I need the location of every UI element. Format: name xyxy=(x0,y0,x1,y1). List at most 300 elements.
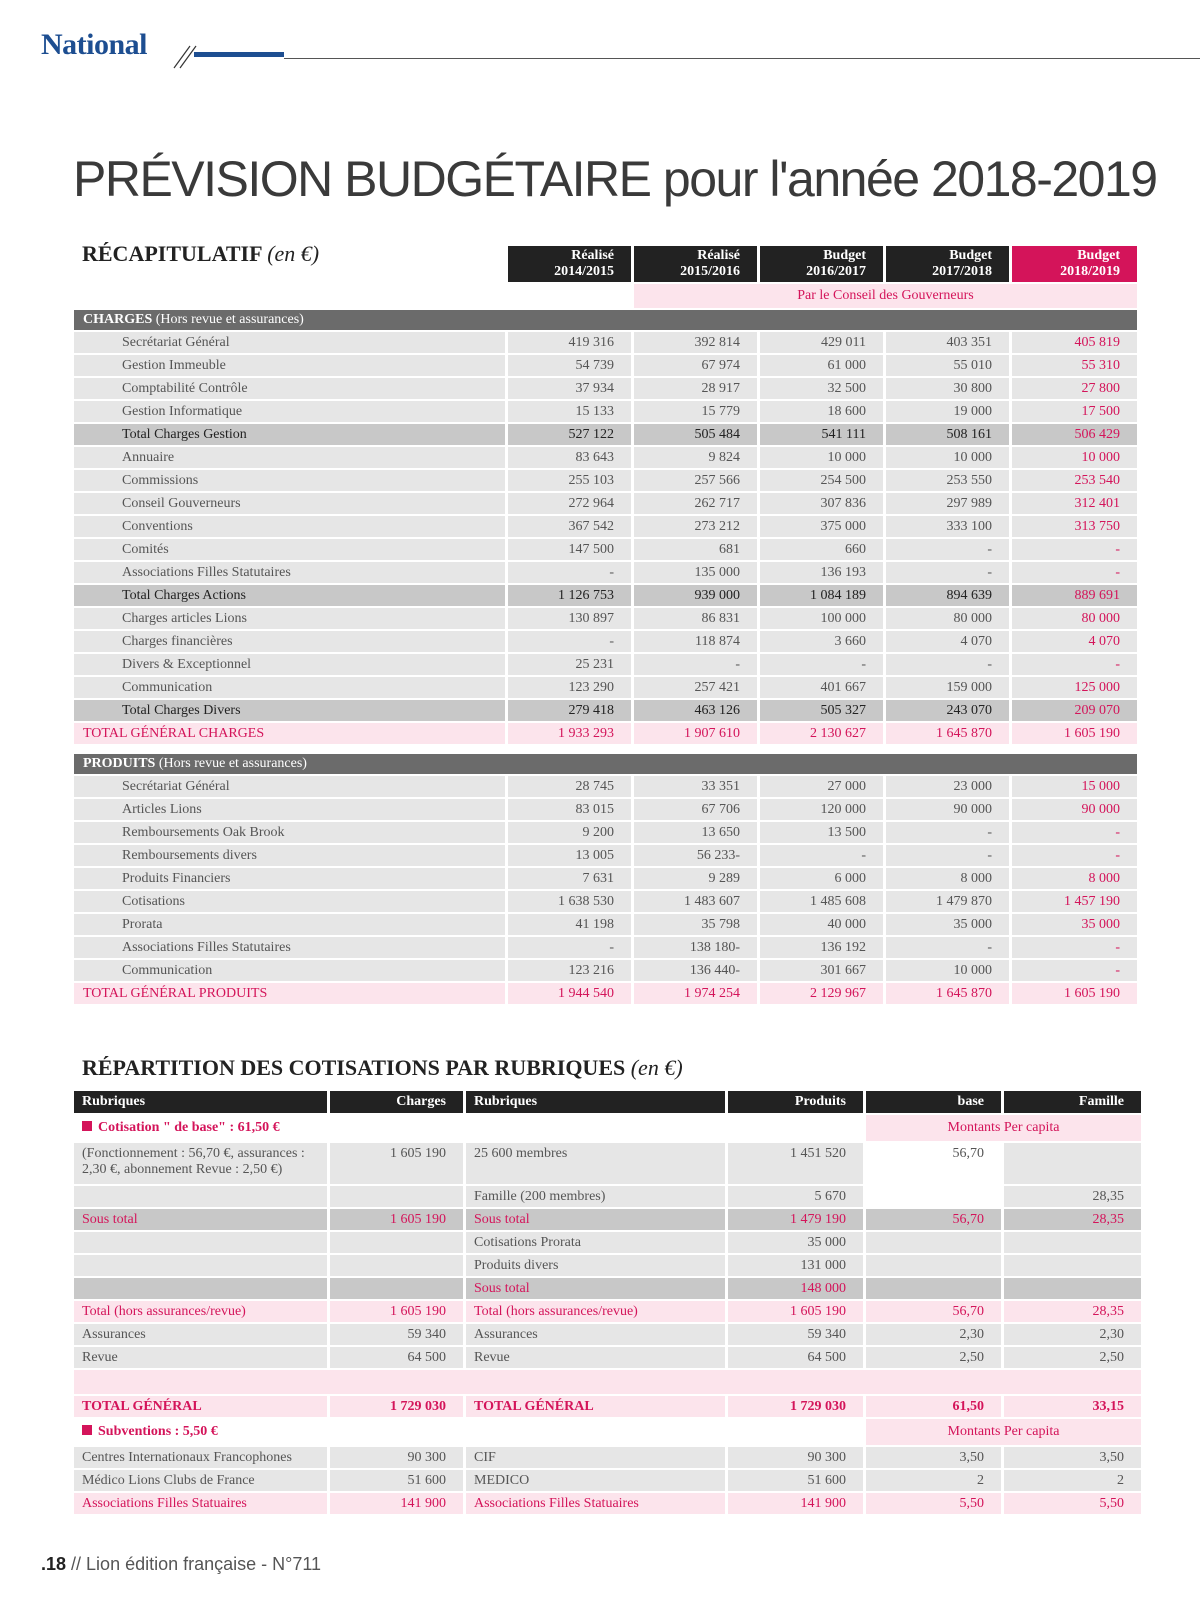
produits-row-value: 1 944 540 xyxy=(508,983,634,1006)
produits-row-value: - xyxy=(508,937,634,960)
charges-row-value: 61 000 xyxy=(760,355,886,378)
charges-row-value: 392 814 xyxy=(634,332,760,355)
medico-base: 2 xyxy=(866,1470,1004,1493)
charges-row-value: 10 000 xyxy=(1012,447,1140,470)
medico-row xyxy=(74,1470,1144,1493)
charges-row-value: 307 836 xyxy=(760,493,886,516)
charges-row-value: 67 974 xyxy=(634,355,760,378)
sous-total-2-label: Sous total xyxy=(466,1278,728,1301)
charges-row xyxy=(74,654,1140,677)
charges-row-value: 939 000 xyxy=(634,585,760,608)
recap-title-text: RÉCAPITULATIF xyxy=(82,241,262,266)
total-hors-label: Total (hors assurances/revue) xyxy=(74,1301,330,1324)
charges-row-value: 1 605 190 xyxy=(1012,723,1140,746)
charges-row-value: - xyxy=(886,562,1012,585)
recap-unit: (en €) xyxy=(267,241,320,266)
charges-row xyxy=(74,424,1140,447)
charges-row-value: 312 401 xyxy=(1012,493,1140,516)
charges-row xyxy=(74,631,1140,654)
produits-row-value: 120 000 xyxy=(760,799,886,822)
sous-total-2-value: 148 000 xyxy=(728,1278,866,1301)
charges-row xyxy=(74,516,1140,539)
produits-row-value: - xyxy=(886,845,1012,868)
charges-row-value: 18 600 xyxy=(760,401,886,424)
produits-row-value: 1 479 870 xyxy=(886,891,1012,914)
charges-row-value: 80 000 xyxy=(886,608,1012,631)
charges-row-value: 1 126 753 xyxy=(508,585,634,608)
produits-row-value: 138 180- xyxy=(634,937,760,960)
total-hors-row xyxy=(74,1301,1144,1324)
total-general-produits: 1 729 030 xyxy=(728,1396,866,1419)
produits-row-value: 1 605 190 xyxy=(1012,983,1140,1006)
charges-row xyxy=(74,355,1140,378)
total-general-row xyxy=(74,1396,1144,1419)
produits-row-value: - xyxy=(1012,960,1140,983)
charges-row-value: 130 897 xyxy=(508,608,634,631)
revue-label-2: Revue xyxy=(466,1347,728,1370)
assurances-row xyxy=(74,1324,1144,1347)
charges-row-value: 2 130 627 xyxy=(760,723,886,746)
charges-row-value: 10 000 xyxy=(886,447,1012,470)
produits-row-label: Prorata xyxy=(74,914,508,937)
prorata-label: Cotisations Prorata xyxy=(466,1232,728,1255)
charges-row-value: 681 xyxy=(634,539,760,562)
produits-row-value: 35 000 xyxy=(1012,914,1140,937)
fonctionnement-value: 1 605 190 xyxy=(330,1143,466,1186)
total-general-famille: 33,15 xyxy=(1004,1396,1144,1419)
produits-section-title-bold: PRODUITS xyxy=(83,756,156,771)
page-title: PRÉVISION BUDGÉTAIRE pour l'année 2018-2019 xyxy=(73,151,1157,207)
membres-label: 25 600 membres xyxy=(466,1143,728,1186)
produits-row-label: Remboursements Oak Brook xyxy=(74,822,508,845)
charges-row-value: 1 907 610 xyxy=(634,723,760,746)
recap-column-header-row xyxy=(74,246,1140,284)
total-hors-produits: 1 605 190 xyxy=(728,1301,866,1324)
total-general-charges: 1 729 030 xyxy=(330,1396,466,1419)
charges-row-value: 55 010 xyxy=(886,355,1012,378)
charges-row-value: 135 000 xyxy=(634,562,760,585)
charges-section-title-rest: (Hors revue et assurances) xyxy=(152,312,304,327)
cif-famille: 3,50 xyxy=(1004,1447,1144,1470)
charges-row-value: 257 566 xyxy=(634,470,760,493)
charges-row-label: TOTAL GÉNÉRAL CHARGES xyxy=(74,723,508,746)
charges-row-label: Gestion Informatique xyxy=(74,401,508,424)
subventions-row xyxy=(74,1419,1144,1447)
charges-row-value: 405 819 xyxy=(1012,332,1140,355)
produits-row xyxy=(74,983,1140,1006)
repartition-unit: (en €) xyxy=(630,1055,683,1080)
fonctionnement-text: (Fonctionnement : 56,70 €, assurances : 2,30 €, abonnement Revue : 2,50 €) xyxy=(74,1143,330,1186)
per-capita-label-2: Montants Per capita xyxy=(866,1419,1144,1447)
produits-row-value: 35 798 xyxy=(634,914,760,937)
membres-value: 1 451 520 xyxy=(728,1143,866,1186)
produits-row-value: 8 000 xyxy=(886,868,1012,891)
charges-row-value: 297 989 xyxy=(886,493,1012,516)
produits-row xyxy=(74,845,1140,868)
divers-label: Produits divers xyxy=(466,1255,728,1278)
asso-produits: 141 900 xyxy=(728,1493,866,1516)
produits-row xyxy=(74,914,1140,937)
header-accent-bar xyxy=(194,52,284,57)
charges-row xyxy=(74,447,1140,470)
charges-row-value: 313 750 xyxy=(1012,516,1140,539)
col-header-line2: 2015/2016 xyxy=(680,264,740,279)
charges-row-value: 262 717 xyxy=(634,493,760,516)
col-famille: Famille xyxy=(1004,1091,1144,1115)
charges-row-value: 100 000 xyxy=(760,608,886,631)
charges-row-value: 419 316 xyxy=(508,332,634,355)
col-header-line2: 2016/2017 xyxy=(806,264,866,279)
charges-row-value: 1 645 870 xyxy=(886,723,1012,746)
assurances-famille: 2,30 xyxy=(1004,1324,1144,1347)
produits-row-label: Articles Lions xyxy=(74,799,508,822)
prorata-row xyxy=(74,1232,1144,1255)
charges-row-value: 3 660 xyxy=(760,631,886,654)
charges-row-value: - xyxy=(1012,654,1140,677)
council-note-row xyxy=(74,284,1140,310)
charges-row-value: 272 964 xyxy=(508,493,634,516)
produits-row-label: Remboursements divers xyxy=(74,845,508,868)
charges-row-value: 83 643 xyxy=(508,447,634,470)
revue-charges: 64 500 xyxy=(330,1347,466,1370)
per-capita-label: Montants Per capita xyxy=(866,1115,1144,1143)
produits-row-value: 9 200 xyxy=(508,822,634,845)
charges-row-label: Divers & Exceptionnel xyxy=(74,654,508,677)
charges-row-value: 136 193 xyxy=(760,562,886,585)
produits-row-value: 1 974 254 xyxy=(634,983,760,1006)
revue-row xyxy=(74,1347,1144,1370)
produits-row-value: - xyxy=(886,822,1012,845)
charges-row-value: 463 126 xyxy=(634,700,760,723)
asso-label: Associations Filles Statuaires xyxy=(74,1493,330,1516)
publication-name: Lion édition française - N°711 xyxy=(86,1554,322,1574)
charges-row xyxy=(74,723,1140,746)
sous-total-label-2: Sous total xyxy=(466,1209,728,1232)
charges-row-value: 19 000 xyxy=(886,401,1012,424)
asso-charges: 141 900 xyxy=(330,1493,466,1516)
charges-section-title-bold: CHARGES xyxy=(83,312,153,327)
col-header-line2: 2017/2018 xyxy=(932,264,992,279)
produits-row-label: Associations Filles Statutaires xyxy=(74,937,508,960)
charges-row-value: 4 070 xyxy=(1012,631,1140,654)
medico-famille: 2 xyxy=(1004,1470,1144,1493)
produits-row-value: 13 650 xyxy=(634,822,760,845)
col-header-line2: 2018/2019 xyxy=(1060,264,1120,279)
col-rubriques-2: Rubriques xyxy=(466,1091,728,1115)
subventions-title: Subventions : 5,50 € xyxy=(98,1424,218,1439)
charges-row-value: - xyxy=(508,562,634,585)
total-hors-famille: 28,35 xyxy=(1004,1301,1144,1324)
charges-row-value: - xyxy=(1012,539,1140,562)
charges-row-value: 32 500 xyxy=(760,378,886,401)
produits-row-value: 1 483 607 xyxy=(634,891,760,914)
col-base: base xyxy=(866,1091,1004,1115)
charges-row-value: 660 xyxy=(760,539,886,562)
produits-row-label: Cotisations xyxy=(74,891,508,914)
charges-row-value: 506 429 xyxy=(1012,424,1140,447)
charges-row xyxy=(74,677,1140,700)
produits-row-value: 1 485 608 xyxy=(760,891,886,914)
footer-separator: // xyxy=(66,1554,87,1574)
produits-row-value: 41 198 xyxy=(508,914,634,937)
charges-row-value: - xyxy=(634,654,760,677)
double-slash-icon xyxy=(172,42,202,72)
produits-row-value: 13 005 xyxy=(508,845,634,868)
council-note: Par le Conseil des Gouverneurs xyxy=(634,284,1140,310)
col-header-2017-2018 xyxy=(886,246,1012,284)
assurances-charges: 59 340 xyxy=(330,1324,466,1347)
charges-row-value: 273 212 xyxy=(634,516,760,539)
charges-row-value: - xyxy=(760,654,886,677)
charges-row-label: Annuaire xyxy=(74,447,508,470)
charges-row-value: 30 800 xyxy=(886,378,1012,401)
produits-section-title xyxy=(74,754,1140,776)
produits-row-value: 33 351 xyxy=(634,776,760,799)
charges-row xyxy=(74,470,1140,493)
sous-total-famille: 28,35 xyxy=(1004,1209,1144,1232)
charges-row-value: 375 000 xyxy=(760,516,886,539)
col-header-line1: Budget xyxy=(949,248,992,263)
charges-row-label: Gestion Immeuble xyxy=(74,355,508,378)
assurances-produits: 59 340 xyxy=(728,1324,866,1347)
famille-row xyxy=(74,1186,1144,1209)
total-hors-charges: 1 605 190 xyxy=(330,1301,466,1324)
repartition-title xyxy=(82,1055,683,1081)
produits-row-value: 123 216 xyxy=(508,960,634,983)
asso-row xyxy=(74,1493,1144,1516)
produits-section-title-rest: (Hors revue et assurances) xyxy=(155,756,307,771)
charges-row xyxy=(74,401,1140,424)
charges-row-value: 401 667 xyxy=(760,677,886,700)
produits-row-value: - xyxy=(1012,845,1140,868)
charges-row-label: Comités xyxy=(74,539,508,562)
produits-row-value: - xyxy=(886,937,1012,960)
charges-row-value: 243 070 xyxy=(886,700,1012,723)
produits-row xyxy=(74,960,1140,983)
medico-charges: 51 600 xyxy=(330,1470,466,1493)
charges-row-value: 9 824 xyxy=(634,447,760,470)
produits-row-value: 56 233- xyxy=(634,845,760,868)
charges-row-label: Associations Filles Statutaires xyxy=(74,562,508,585)
col-rubriques: Rubriques xyxy=(74,1091,330,1115)
col-header-line1: Réalisé xyxy=(571,248,614,263)
spacer-row xyxy=(74,1370,1144,1396)
charges-row xyxy=(74,539,1140,562)
charges-row-label: Charges articles Lions xyxy=(74,608,508,631)
produits-row-label: Secrétariat Général xyxy=(74,776,508,799)
famille-value: 5 670 xyxy=(728,1186,866,1209)
charges-row-value: 55 310 xyxy=(1012,355,1140,378)
col-header-line2: 2014/2015 xyxy=(554,264,614,279)
revue-famille: 2,50 xyxy=(1004,1347,1144,1370)
charges-row xyxy=(74,378,1140,401)
produits-row-value: 90 000 xyxy=(886,799,1012,822)
produits-row-value: 15 000 xyxy=(1012,776,1140,799)
col-header-line1: Budget xyxy=(1077,248,1120,263)
produits-row-value: 7 631 xyxy=(508,868,634,891)
charges-row-label: Comptabilité Contrôle xyxy=(74,378,508,401)
charges-row-value: 541 111 xyxy=(760,424,886,447)
charges-row-value: 889 691 xyxy=(1012,585,1140,608)
repartition-table xyxy=(74,1091,1144,1516)
revue-produits: 64 500 xyxy=(728,1347,866,1370)
charges-row-value: 159 000 xyxy=(886,677,1012,700)
famille-famille: 28,35 xyxy=(1004,1186,1144,1209)
repartition-header-row xyxy=(74,1091,1144,1115)
produits-row-value: 136 192 xyxy=(760,937,886,960)
charges-row-value: 17 500 xyxy=(1012,401,1140,424)
charges-section-header xyxy=(74,310,1140,332)
charges-row-value: 429 011 xyxy=(760,332,886,355)
revue-base: 2,50 xyxy=(866,1347,1004,1370)
charges-row-value: - xyxy=(886,654,1012,677)
page-number: .18 xyxy=(41,1554,67,1574)
section-label: National xyxy=(41,28,148,61)
produits-row-label: TOTAL GÉNÉRAL PRODUITS xyxy=(74,983,508,1006)
asso-famille: 5,50 xyxy=(1004,1493,1144,1516)
produits-row-value: 1 457 190 xyxy=(1012,891,1140,914)
charges-section-title xyxy=(74,310,1140,332)
produits-row-value: 83 015 xyxy=(508,799,634,822)
repartition-title-text: RÉPARTITION DES COTISATIONS PAR RUBRIQUES xyxy=(82,1055,626,1080)
assurances-label-2: Assurances xyxy=(466,1324,728,1347)
charges-row-value: 253 550 xyxy=(886,470,1012,493)
square-bullet-icon xyxy=(82,1121,92,1131)
charges-row xyxy=(74,608,1140,631)
produits-row-value: 1 638 530 xyxy=(508,891,634,914)
membres-base: 56,70 xyxy=(866,1143,1004,1186)
charges-row-label: Charges financières xyxy=(74,631,508,654)
charges-row-value: 15 779 xyxy=(634,401,760,424)
asso-base: 5,50 xyxy=(866,1493,1004,1516)
charges-row-value: 333 100 xyxy=(886,516,1012,539)
produits-row-value: 67 706 xyxy=(634,799,760,822)
charges-row-label: Conventions xyxy=(74,516,508,539)
charges-row xyxy=(74,493,1140,516)
charges-row-value: - xyxy=(886,539,1012,562)
produits-row xyxy=(74,937,1140,960)
page-footer xyxy=(41,1554,321,1575)
cif-label: Centres Internationaux Francophones xyxy=(74,1447,330,1470)
sous-total-charges: 1 605 190 xyxy=(330,1209,466,1232)
charges-row-label: Conseil Gouverneurs xyxy=(74,493,508,516)
sous-total-base: 56,70 xyxy=(866,1209,1004,1232)
sous-total-label: Sous total xyxy=(74,1209,330,1232)
charges-row-label: Total Charges Gestion xyxy=(74,424,508,447)
charges-row-value: 86 831 xyxy=(634,608,760,631)
produits-row-value: 1 645 870 xyxy=(886,983,1012,1006)
charges-row-value: 118 874 xyxy=(634,631,760,654)
medico-label-2: MEDICO xyxy=(466,1470,728,1493)
recap-header-blank xyxy=(74,246,508,284)
charges-row-value: 54 739 xyxy=(508,355,634,378)
produits-row xyxy=(74,776,1140,799)
charges-row-value: 10 000 xyxy=(760,447,886,470)
produits-row-value: 9 289 xyxy=(634,868,760,891)
produits-row-value: 13 500 xyxy=(760,822,886,845)
charges-row-value: 1 933 293 xyxy=(508,723,634,746)
produits-row-value: 40 000 xyxy=(760,914,886,937)
col-header-2014-2015 xyxy=(508,246,634,284)
revue-label: Revue xyxy=(74,1347,330,1370)
charges-row xyxy=(74,332,1140,355)
sous-total-produits: 1 479 190 xyxy=(728,1209,866,1232)
charges-row-value: 125 000 xyxy=(1012,677,1140,700)
sous-total-2-row xyxy=(74,1278,1144,1301)
total-hors-label-2: Total (hors assurances/revue) xyxy=(466,1301,728,1324)
produits-row-value: 28 745 xyxy=(508,776,634,799)
cif-base: 3,50 xyxy=(866,1447,1004,1470)
charges-row-value: 257 421 xyxy=(634,677,760,700)
charges-row-value: 123 290 xyxy=(508,677,634,700)
charges-row xyxy=(74,585,1140,608)
produits-row-value: 27 000 xyxy=(760,776,886,799)
charges-row-value: 508 161 xyxy=(886,424,1012,447)
charges-row xyxy=(74,562,1140,585)
charges-row-value: - xyxy=(508,631,634,654)
medico-produits: 51 600 xyxy=(728,1470,866,1493)
cif-charges: 90 300 xyxy=(330,1447,466,1470)
cotisation-title: Cotisation " de base" : 61,50 € xyxy=(98,1120,280,1135)
charges-row-value: 505 484 xyxy=(634,424,760,447)
produits-row-value: 2 129 967 xyxy=(760,983,886,1006)
produits-section-header xyxy=(74,754,1140,776)
charges-row-value: 4 070 xyxy=(886,631,1012,654)
produits-row xyxy=(74,799,1140,822)
col-produits: Produits xyxy=(728,1091,866,1115)
charges-row-value: 28 917 xyxy=(634,378,760,401)
produits-row-value: 301 667 xyxy=(760,960,886,983)
asso-label-2: Associations Filles Statuaires xyxy=(466,1493,728,1516)
charges-row-value: 894 639 xyxy=(886,585,1012,608)
produits-row xyxy=(74,891,1140,914)
total-general-label: TOTAL GÉNÉRAL xyxy=(74,1396,330,1419)
header-rule xyxy=(284,58,1200,59)
produits-row-value: - xyxy=(1012,822,1140,845)
charges-row-value: 527 122 xyxy=(508,424,634,447)
charges-row-label: Total Charges Divers xyxy=(74,700,508,723)
cif-label-2: CIF xyxy=(466,1447,728,1470)
charges-row-value: - xyxy=(1012,562,1140,585)
charges-row-value: 254 500 xyxy=(760,470,886,493)
produits-row-value: - xyxy=(760,845,886,868)
charges-row-value: 209 070 xyxy=(1012,700,1140,723)
produits-row-label: Produits Financiers xyxy=(74,868,508,891)
cif-produits: 90 300 xyxy=(728,1447,866,1470)
charges-row-value: 37 934 xyxy=(508,378,634,401)
medico-label: Médico Lions Clubs de France xyxy=(74,1470,330,1493)
produits-row-value: - xyxy=(1012,937,1140,960)
divers-value: 131 000 xyxy=(728,1255,866,1278)
produits-row-value: 23 000 xyxy=(886,776,1012,799)
famille-label: Famille (200 membres) xyxy=(466,1186,728,1209)
produits-row-value: 90 000 xyxy=(1012,799,1140,822)
charges-row-value: 505 327 xyxy=(760,700,886,723)
col-header-line1: Réalisé xyxy=(697,248,740,263)
col-header-2016-2017 xyxy=(760,246,886,284)
charges-row-label: Total Charges Actions xyxy=(74,585,508,608)
charges-row-value: 367 542 xyxy=(508,516,634,539)
charges-row-value: 27 800 xyxy=(1012,378,1140,401)
produits-row xyxy=(74,868,1140,891)
total-hors-base: 56,70 xyxy=(866,1301,1004,1324)
charges-row-value: 15 133 xyxy=(508,401,634,424)
fonctionnement-row xyxy=(74,1143,1144,1186)
charges-row-value: 80 000 xyxy=(1012,608,1140,631)
charges-row-value: 147 500 xyxy=(508,539,634,562)
square-bullet-icon xyxy=(82,1425,92,1435)
charges-row-label: Secrétariat Général xyxy=(74,332,508,355)
